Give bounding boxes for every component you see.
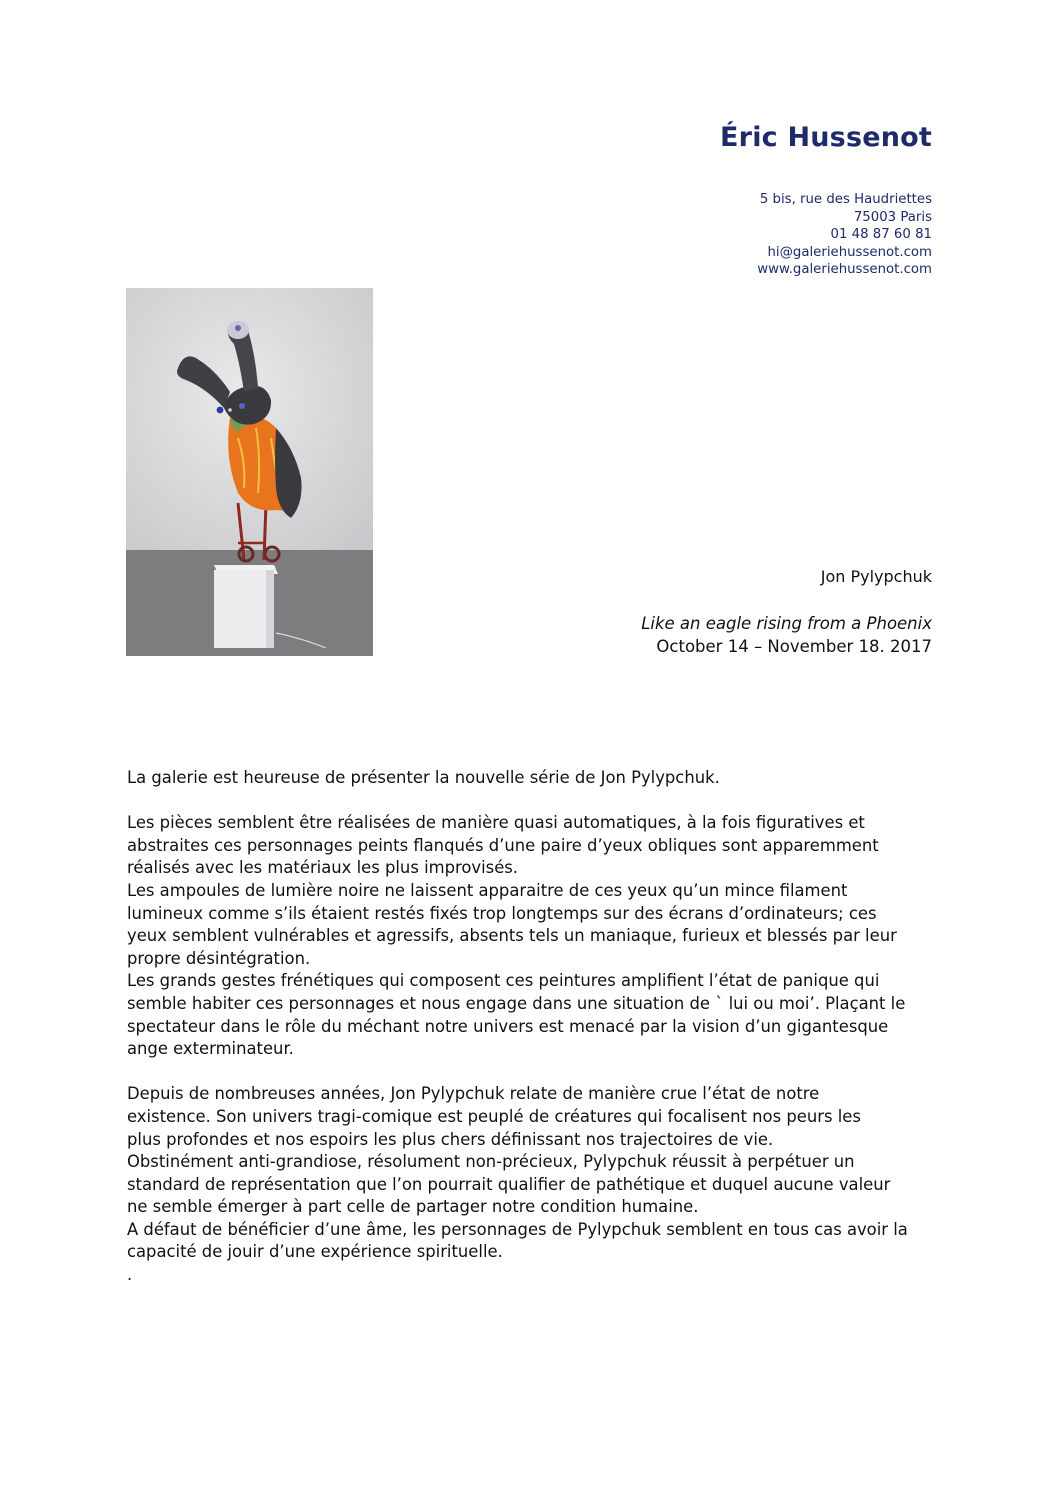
exhibition-title: Like an eagle rising from a Phoenix: [641, 614, 932, 633]
exhibition-artist: Jon Pylypchuk: [820, 567, 932, 586]
paragraph-2-line: Depuis de nombreuses années, Jon Pylypchuk relate de manière crue l’état de notre: [127, 1084, 820, 1104]
address-city: 75003 Paris: [853, 209, 932, 225]
address-phone: 01 48 87 60 81: [830, 227, 932, 243]
paragraph-1-line: Les ampoules de lumière noire ne laissent apparaitre de ces yeux qu’un mince filament: [127, 880, 848, 900]
paragraph-1-line: Les grands gestes frénétiques qui composent ces peintures amplifient l’état de panique qui: [127, 971, 880, 991]
address-street: 5 bis, rue des Haudriettes: [759, 192, 932, 207]
press-release-body: [127, 767, 935, 1287]
paragraph-1-line: semble habiter ces personnages et nous engage dans une situation de ` lui ou moi’. Plaçant le: [127, 993, 906, 1013]
paragraph-1-line: lumineux comme s’ils étaient restés fixés trop longtemps sur des écrans d’ordinateurs; ces: [127, 903, 877, 923]
paragraph-1-line: Les pièces semblent être réalisées de manière quasi automatiques, à la fois figuratives et: [127, 813, 865, 833]
exhibition-dates: October 14 – November 18. 2017: [656, 637, 932, 656]
gallery-address: [757, 191, 932, 279]
paragraph-2-line: standard de représentation que l’on pourrait qualifier de pathétique et duquel aucune valeur: [127, 1174, 891, 1194]
address-website[interactable]: www.galeriehussenot.com: [757, 262, 932, 278]
paragraph-1-line: spectateur dans le rôle du méchant notre univers est menacé par la vision d’un gigantesque: [127, 1016, 889, 1036]
figure-eye-left: [217, 407, 224, 414]
paragraph-2-line: ne semble émerger à part celle de partager notre condition humaine.: [127, 1197, 699, 1217]
paragraph-2-line: A défaut de bénéficier d’une âme, les personnages de Pylypchuk semblent en tous cas avoir la: [127, 1219, 908, 1239]
paragraph-2-line: .: [127, 1265, 133, 1285]
paragraph-1-line: abstraites ces personnages peints flanqués d’une paire d’yeux obliques sont apparemment: [127, 835, 879, 855]
paragraph-2-line: capacité de jouir d’une expérience spirituelle.: [127, 1242, 503, 1262]
intro-line: La galerie est heureuse de présenter la nouvelle série de Jon Pylypchuk.: [127, 768, 720, 787]
paragraph-1-line: yeux semblent vulnérables et agressifs, absents tels un maniaque, furieux et blessés par leur: [127, 926, 897, 946]
gallery-name: Éric Hussenot: [720, 122, 932, 153]
paragraph-1-line: ange exterminateur.: [127, 1039, 294, 1059]
paragraph-2-line: Obstinément anti-grandiose, résolument non-précieux, Pylypchuk réussit à perpétuer un: [127, 1152, 855, 1172]
paragraph-2-line: existence. Son univers tragi-comique est peuplé de créatures qui focalisent nos peurs les: [127, 1106, 861, 1126]
paragraph-1-line: propre désintégration.: [127, 948, 311, 968]
paragraph-1-line: réalisés avec les matériaux les plus improvisés.: [127, 858, 519, 878]
paragraph-2-line: plus profondes et nos espoirs les plus chers définissant nos trajectoires de vie.: [127, 1129, 774, 1149]
artwork-photo: [126, 288, 373, 656]
address-email[interactable]: hi@galeriehussenot.com: [767, 244, 932, 260]
pedestal: [214, 570, 274, 648]
figure-eye-right: [239, 403, 245, 409]
